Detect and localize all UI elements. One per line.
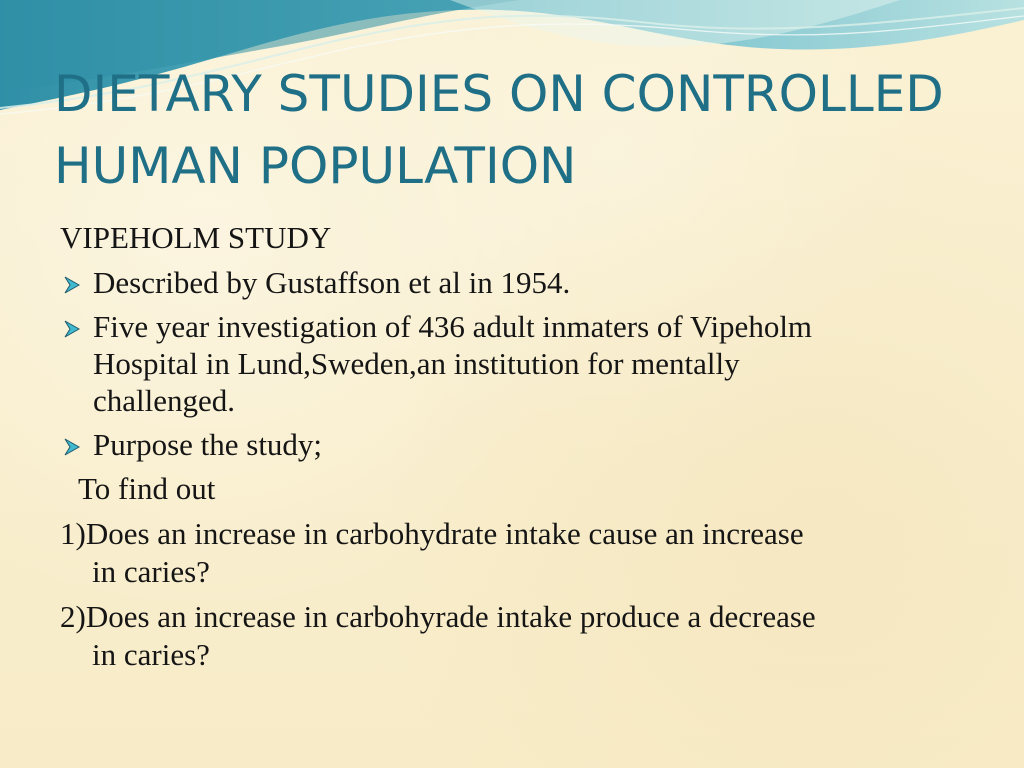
bullet-text: Purpose the study;	[93, 427, 323, 462]
question-text-line-1: 2)Does an increase in carbohyrade intake produce a decrease	[60, 599, 816, 634]
question-text-line-2: in caries?	[92, 637, 210, 672]
bullet-item-2	[60, 308, 980, 419]
study-heading: VIPEHOLM STUDY	[60, 220, 332, 255]
bullet-text: Described by Gustaffson et al in 1954.	[93, 265, 571, 300]
arrow-bullet-icon	[62, 318, 84, 340]
bullet-item-1	[60, 264, 980, 301]
arrow-bullet-icon	[62, 436, 84, 458]
slide-content	[60, 218, 980, 674]
slide-title-line-2: HUMAN POPULATION	[54, 137, 577, 195]
question-item-2	[60, 598, 980, 674]
slide-title	[54, 58, 994, 202]
question-item-1	[60, 515, 980, 591]
question-text-line-2: in caries?	[92, 554, 210, 589]
bullet-text-line-2: Hospital in Lund,Sweden,an institution for mentally	[93, 346, 740, 381]
lead-text: To find out	[78, 471, 216, 506]
bullet-text-line-1: Five year investigation of 436 adult inmaters of Vipeholm	[93, 309, 813, 344]
bullet-item-3	[60, 426, 980, 463]
arrow-bullet-icon	[62, 274, 84, 296]
question-text-line-1: 1)Does an increase in carbohydrate intake cause an increase	[60, 516, 804, 551]
slide-title-line-1: DIETARY STUDIES ON CONTROLLED	[54, 65, 944, 123]
bullet-text-line-3: challenged.	[93, 383, 236, 418]
